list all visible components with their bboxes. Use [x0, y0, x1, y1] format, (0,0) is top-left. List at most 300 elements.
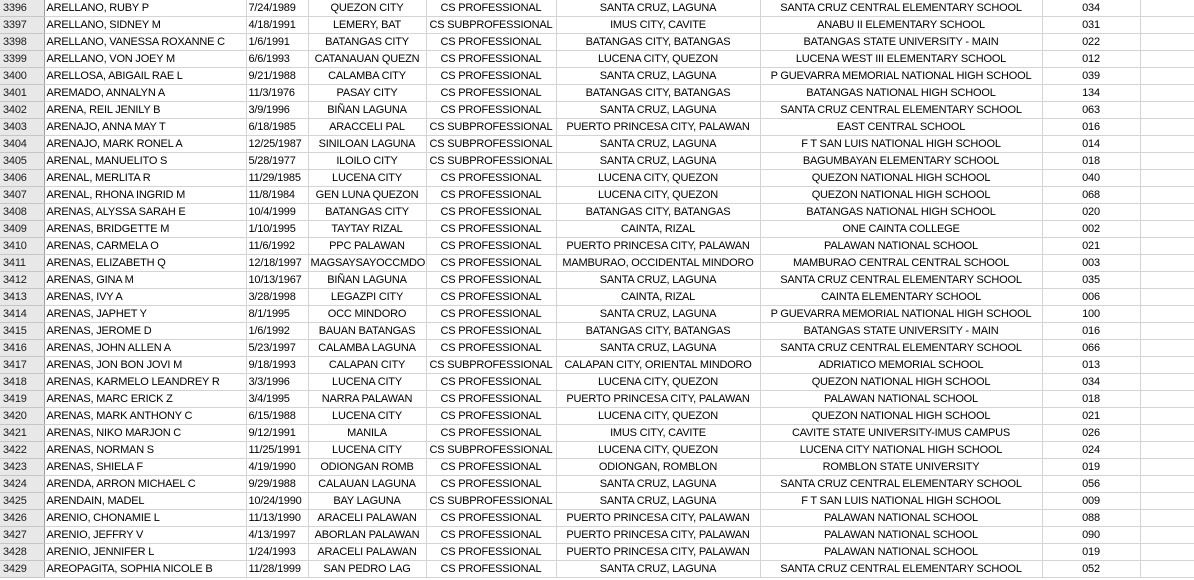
- school-cell[interactable]: SANTA CRUZ CENTRAL ELEMENTARY SCHOOL: [760, 0, 1042, 17]
- school-cell[interactable]: ANABU II ELEMENTARY SCHOOL: [760, 17, 1042, 34]
- row-header[interactable]: 3417: [0, 357, 44, 374]
- birthplace-cell[interactable]: BIÑAN LAGUNA: [308, 272, 426, 289]
- code-cell[interactable]: 018: [1042, 153, 1140, 170]
- birthdate-cell[interactable]: 1/24/1993: [246, 544, 308, 561]
- empty-cell[interactable]: [1140, 527, 1194, 544]
- level-cell[interactable]: CS SUBPROFESSIONAL: [426, 136, 556, 153]
- level-cell[interactable]: CS PROFESSIONAL: [426, 544, 556, 561]
- birthdate-cell[interactable]: 9/12/1991: [246, 425, 308, 442]
- name-cell[interactable]: ARENAS, KARMELO LEANDREY R: [44, 374, 246, 391]
- name-cell[interactable]: ARENA, REIL JENILY B: [44, 102, 246, 119]
- row-header[interactable]: 3422: [0, 442, 44, 459]
- row-header[interactable]: 3429: [0, 561, 44, 578]
- school-cell[interactable]: QUEZON NATIONAL HIGH SCHOOL: [760, 408, 1042, 425]
- exam-place-cell[interactable]: PUERTO PRINCESA CITY, PALAWAN: [556, 510, 760, 527]
- row-header[interactable]: 3408: [0, 204, 44, 221]
- birthdate-cell[interactable]: 4/19/1990: [246, 459, 308, 476]
- birthplace-cell[interactable]: CALAMBA LAGUNA: [308, 340, 426, 357]
- level-cell[interactable]: CS PROFESSIONAL: [426, 85, 556, 102]
- empty-cell[interactable]: [1140, 561, 1194, 578]
- row-header[interactable]: 3420: [0, 408, 44, 425]
- school-cell[interactable]: ADRIATICO MEMORIAL SCHOOL: [760, 357, 1042, 374]
- row-header[interactable]: 3410: [0, 238, 44, 255]
- name-cell[interactable]: ARENAS, ELIZABETH Q: [44, 255, 246, 272]
- empty-cell[interactable]: [1140, 204, 1194, 221]
- row-header[interactable]: 3414: [0, 306, 44, 323]
- birthdate-cell[interactable]: 11/13/1990: [246, 510, 308, 527]
- school-cell[interactable]: PALAWAN NATIONAL SCHOOL: [760, 527, 1042, 544]
- code-cell[interactable]: 019: [1042, 544, 1140, 561]
- exam-place-cell[interactable]: LUCENA CITY, QUEZON: [556, 442, 760, 459]
- code-cell[interactable]: 031: [1042, 17, 1140, 34]
- exam-place-cell[interactable]: IMUS CITY, CAVITE: [556, 425, 760, 442]
- birthdate-cell[interactable]: 3/3/1996: [246, 374, 308, 391]
- empty-cell[interactable]: [1140, 119, 1194, 136]
- row-header[interactable]: 3415: [0, 323, 44, 340]
- level-cell[interactable]: CS PROFESSIONAL: [426, 527, 556, 544]
- exam-place-cell[interactable]: ODIONGAN, ROMBLON: [556, 459, 760, 476]
- name-cell[interactable]: ARELLOSA, ABIGAIL RAE L: [44, 68, 246, 85]
- name-cell[interactable]: ARENAS, ALYSSA SARAH E: [44, 204, 246, 221]
- birthdate-cell[interactable]: 12/18/1997: [246, 255, 308, 272]
- school-cell[interactable]: MAMBURAO CENTRAL CENTRAL SCHOOL: [760, 255, 1042, 272]
- row-header[interactable]: 3424: [0, 476, 44, 493]
- empty-cell[interactable]: [1140, 51, 1194, 68]
- row-header[interactable]: 3412: [0, 272, 44, 289]
- empty-cell[interactable]: [1140, 34, 1194, 51]
- exam-place-cell[interactable]: SANTA CRUZ, LAGUNA: [556, 68, 760, 85]
- name-cell[interactable]: ARENDAIN, MADEL: [44, 493, 246, 510]
- level-cell[interactable]: CS PROFESSIONAL: [426, 204, 556, 221]
- name-cell[interactable]: ARENAS, NIKO MARJON C: [44, 425, 246, 442]
- code-cell[interactable]: 063: [1042, 102, 1140, 119]
- level-cell[interactable]: CS PROFESSIONAL: [426, 68, 556, 85]
- empty-cell[interactable]: [1140, 425, 1194, 442]
- birthdate-cell[interactable]: 9/21/1988: [246, 68, 308, 85]
- birthplace-cell[interactable]: LUCENA CITY: [308, 374, 426, 391]
- name-cell[interactable]: ARENDA, ARRON MICHAEL C: [44, 476, 246, 493]
- birthplace-cell[interactable]: LUCENA CITY: [308, 408, 426, 425]
- code-cell[interactable]: 009: [1042, 493, 1140, 510]
- exam-place-cell[interactable]: BATANGAS CITY, BATANGAS: [556, 34, 760, 51]
- level-cell[interactable]: CS PROFESSIONAL: [426, 561, 556, 578]
- empty-cell[interactable]: [1140, 68, 1194, 85]
- name-cell[interactable]: ARENIO, CHONAMIE L: [44, 510, 246, 527]
- level-cell[interactable]: CS PROFESSIONAL: [426, 510, 556, 527]
- birthplace-cell[interactable]: GEN LUNA QUEZON: [308, 187, 426, 204]
- empty-cell[interactable]: [1140, 544, 1194, 561]
- exam-place-cell[interactable]: SANTA CRUZ, LAGUNA: [556, 561, 760, 578]
- school-cell[interactable]: PALAWAN NATIONAL SCHOOL: [760, 544, 1042, 561]
- code-cell[interactable]: 020: [1042, 204, 1140, 221]
- school-cell[interactable]: CAVITE STATE UNIVERSITY-IMUS CAMPUS: [760, 425, 1042, 442]
- name-cell[interactable]: ARELLANO, VANESSA ROXANNE C: [44, 34, 246, 51]
- row-header[interactable]: 3428: [0, 544, 44, 561]
- name-cell[interactable]: ARENAJO, ANNA MAY T: [44, 119, 246, 136]
- level-cell[interactable]: CS PROFESSIONAL: [426, 187, 556, 204]
- school-cell[interactable]: BATANGAS STATE UNIVERSITY - MAIN: [760, 34, 1042, 51]
- empty-cell[interactable]: [1140, 85, 1194, 102]
- exam-place-cell[interactable]: SANTA CRUZ, LAGUNA: [556, 476, 760, 493]
- name-cell[interactable]: ARELLANO, VON JOEY M: [44, 51, 246, 68]
- birthdate-cell[interactable]: 1/6/1991: [246, 34, 308, 51]
- level-cell[interactable]: CS PROFESSIONAL: [426, 391, 556, 408]
- birthdate-cell[interactable]: 11/28/1999: [246, 561, 308, 578]
- level-cell[interactable]: CS PROFESSIONAL: [426, 51, 556, 68]
- row-header[interactable]: 3398: [0, 34, 44, 51]
- birthplace-cell[interactable]: MAGSAYSAYOCCMDO: [308, 255, 426, 272]
- birthdate-cell[interactable]: 7/24/1989: [246, 0, 308, 17]
- exam-place-cell[interactable]: SANTA CRUZ, LAGUNA: [556, 340, 760, 357]
- name-cell[interactable]: AREMADO, ANNALYN A: [44, 85, 246, 102]
- level-cell[interactable]: CS PROFESSIONAL: [426, 340, 556, 357]
- birthplace-cell[interactable]: CALAMBA CITY: [308, 68, 426, 85]
- school-cell[interactable]: F T SAN LUIS NATIONAL HIGH SCHOOL: [760, 136, 1042, 153]
- empty-cell[interactable]: [1140, 170, 1194, 187]
- name-cell[interactable]: ARENAS, CARMELA O: [44, 238, 246, 255]
- school-cell[interactable]: QUEZON NATIONAL HIGH SCHOOL: [760, 374, 1042, 391]
- school-cell[interactable]: ONE CAINTA COLLEGE: [760, 221, 1042, 238]
- exam-place-cell[interactable]: BATANGAS CITY, BATANGAS: [556, 85, 760, 102]
- name-cell[interactable]: ARENAS, NORMAN S: [44, 442, 246, 459]
- code-cell[interactable]: 066: [1042, 340, 1140, 357]
- level-cell[interactable]: CS PROFESSIONAL: [426, 374, 556, 391]
- level-cell[interactable]: CS SUBPROFESSIONAL: [426, 17, 556, 34]
- birthplace-cell[interactable]: CATANAUAN QUEZN: [308, 51, 426, 68]
- empty-cell[interactable]: [1140, 408, 1194, 425]
- code-cell[interactable]: 019: [1042, 459, 1140, 476]
- birthdate-cell[interactable]: 5/23/1997: [246, 340, 308, 357]
- level-cell[interactable]: CS PROFESSIONAL: [426, 476, 556, 493]
- school-cell[interactable]: P GUEVARRA MEMORIAL NATIONAL HIGH SCHOOL: [760, 306, 1042, 323]
- birthplace-cell[interactable]: ARACELI PALAWAN: [308, 544, 426, 561]
- birthdate-cell[interactable]: 10/13/1967: [246, 272, 308, 289]
- birthdate-cell[interactable]: 11/29/1985: [246, 170, 308, 187]
- school-cell[interactable]: CAINTA ELEMENTARY SCHOOL: [760, 289, 1042, 306]
- name-cell[interactable]: ARENAS, JAPHET Y: [44, 306, 246, 323]
- row-header[interactable]: 3407: [0, 187, 44, 204]
- code-cell[interactable]: 014: [1042, 136, 1140, 153]
- code-cell[interactable]: 016: [1042, 119, 1140, 136]
- empty-cell[interactable]: [1140, 476, 1194, 493]
- empty-cell[interactable]: [1140, 153, 1194, 170]
- birthplace-cell[interactable]: CALAUAN LAGUNA: [308, 476, 426, 493]
- birthdate-cell[interactable]: 4/13/1997: [246, 527, 308, 544]
- code-cell[interactable]: 018: [1042, 391, 1140, 408]
- school-cell[interactable]: P GUEVARRA MEMORIAL NATIONAL HIGH SCHOOL: [760, 68, 1042, 85]
- birthdate-cell[interactable]: 1/6/1992: [246, 323, 308, 340]
- code-cell[interactable]: 034: [1042, 0, 1140, 17]
- birthplace-cell[interactable]: SAN PEDRO LAG: [308, 561, 426, 578]
- exam-place-cell[interactable]: SANTA CRUZ, LAGUNA: [556, 102, 760, 119]
- birthplace-cell[interactable]: QUEZON CITY: [308, 0, 426, 17]
- empty-cell[interactable]: [1140, 391, 1194, 408]
- name-cell[interactable]: ARENAS, MARK ANTHONY C: [44, 408, 246, 425]
- birthdate-cell[interactable]: 5/28/1977: [246, 153, 308, 170]
- school-cell[interactable]: SANTA CRUZ CENTRAL ELEMENTARY SCHOOL: [760, 476, 1042, 493]
- level-cell[interactable]: CS PROFESSIONAL: [426, 272, 556, 289]
- level-cell[interactable]: CS PROFESSIONAL: [426, 221, 556, 238]
- name-cell[interactable]: ARENAJO, MARK RONEL A: [44, 136, 246, 153]
- name-cell[interactable]: ARENAS, SHIELA F: [44, 459, 246, 476]
- level-cell[interactable]: CS PROFESSIONAL: [426, 102, 556, 119]
- birthdate-cell[interactable]: 11/8/1984: [246, 187, 308, 204]
- row-header[interactable]: 3421: [0, 425, 44, 442]
- level-cell[interactable]: CS PROFESSIONAL: [426, 238, 556, 255]
- row-header[interactable]: 3427: [0, 527, 44, 544]
- school-cell[interactable]: LUCENA WEST III ELEMENTARY SCHOOL: [760, 51, 1042, 68]
- exam-place-cell[interactable]: CALAPAN CITY, ORIENTAL MINDORO: [556, 357, 760, 374]
- empty-cell[interactable]: [1140, 493, 1194, 510]
- level-cell[interactable]: CS PROFESSIONAL: [426, 289, 556, 306]
- school-cell[interactable]: EAST CENTRAL SCHOOL: [760, 119, 1042, 136]
- empty-cell[interactable]: [1140, 17, 1194, 34]
- level-cell[interactable]: CS PROFESSIONAL: [426, 306, 556, 323]
- level-cell[interactable]: CS PROFESSIONAL: [426, 425, 556, 442]
- name-cell[interactable]: ARENAL, MERLITA R: [44, 170, 246, 187]
- birthdate-cell[interactable]: 11/6/1992: [246, 238, 308, 255]
- code-cell[interactable]: 040: [1042, 170, 1140, 187]
- school-cell[interactable]: LUCENA CITY NATIONAL HIGH SCHOOL: [760, 442, 1042, 459]
- school-cell[interactable]: SANTA CRUZ CENTRAL ELEMENTARY SCHOOL: [760, 272, 1042, 289]
- empty-cell[interactable]: [1140, 187, 1194, 204]
- row-header[interactable]: 3397: [0, 17, 44, 34]
- row-header[interactable]: 3401: [0, 85, 44, 102]
- empty-cell[interactable]: [1140, 102, 1194, 119]
- birthdate-cell[interactable]: 12/25/1987: [246, 136, 308, 153]
- name-cell[interactable]: ARENIO, JENNIFER L: [44, 544, 246, 561]
- empty-cell[interactable]: [1140, 255, 1194, 272]
- row-header[interactable]: 3400: [0, 68, 44, 85]
- birthdate-cell[interactable]: 6/6/1993: [246, 51, 308, 68]
- birthdate-cell[interactable]: 6/15/1988: [246, 408, 308, 425]
- exam-place-cell[interactable]: PUERTO PRINCESA CITY, PALAWAN: [556, 391, 760, 408]
- name-cell[interactable]: ARENAS, JON BON JOVI M: [44, 357, 246, 374]
- school-cell[interactable]: SANTA CRUZ CENTRAL ELEMENTARY SCHOOL: [760, 102, 1042, 119]
- birthplace-cell[interactable]: PPC PALAWAN: [308, 238, 426, 255]
- row-header[interactable]: 3425: [0, 493, 44, 510]
- code-cell[interactable]: 021: [1042, 238, 1140, 255]
- row-header[interactable]: 3416: [0, 340, 44, 357]
- empty-cell[interactable]: [1140, 442, 1194, 459]
- name-cell[interactable]: ARENAS, JEROME D: [44, 323, 246, 340]
- birthdate-cell[interactable]: 6/18/1985: [246, 119, 308, 136]
- birthdate-cell[interactable]: 9/18/1993: [246, 357, 308, 374]
- exam-place-cell[interactable]: PUERTO PRINCESA CITY, PALAWAN: [556, 527, 760, 544]
- exam-place-cell[interactable]: IMUS CITY, CAVITE: [556, 17, 760, 34]
- row-header[interactable]: 3402: [0, 102, 44, 119]
- birthdate-cell[interactable]: 10/24/1990: [246, 493, 308, 510]
- empty-cell[interactable]: [1140, 0, 1194, 17]
- school-cell[interactable]: SANTA CRUZ CENTRAL ELEMENTARY SCHOOL: [760, 340, 1042, 357]
- row-header[interactable]: 3404: [0, 136, 44, 153]
- code-cell[interactable]: 003: [1042, 255, 1140, 272]
- row-header[interactable]: 3405: [0, 153, 44, 170]
- school-cell[interactable]: QUEZON NATIONAL HIGH SCHOOL: [760, 187, 1042, 204]
- name-cell[interactable]: ARENAL, MANUELITO S: [44, 153, 246, 170]
- name-cell[interactable]: ARENIO, JEFFRY V: [44, 527, 246, 544]
- level-cell[interactable]: CS SUBPROFESSIONAL: [426, 153, 556, 170]
- code-cell[interactable]: 022: [1042, 34, 1140, 51]
- name-cell[interactable]: ARENAS, MARC ERICK Z: [44, 391, 246, 408]
- code-cell[interactable]: 016: [1042, 323, 1140, 340]
- school-cell[interactable]: F T SAN LUIS NATIONAL HIGH SCHOOL: [760, 493, 1042, 510]
- level-cell[interactable]: CS PROFESSIONAL: [426, 255, 556, 272]
- empty-cell[interactable]: [1140, 289, 1194, 306]
- birthdate-cell[interactable]: 3/9/1996: [246, 102, 308, 119]
- birthplace-cell[interactable]: ARACCELI PAL: [308, 119, 426, 136]
- birthplace-cell[interactable]: ODIONGAN ROMB: [308, 459, 426, 476]
- exam-place-cell[interactable]: PUERTO PRINCESA CITY, PALAWAN: [556, 238, 760, 255]
- exam-place-cell[interactable]: PUERTO PRINCESA CITY, PALAWAN: [556, 544, 760, 561]
- birthplace-cell[interactable]: PASAY CITY: [308, 85, 426, 102]
- birthplace-cell[interactable]: BAY LAGUNA: [308, 493, 426, 510]
- school-cell[interactable]: PALAWAN NATIONAL SCHOOL: [760, 238, 1042, 255]
- exam-place-cell[interactable]: SANTA CRUZ, LAGUNA: [556, 306, 760, 323]
- exam-place-cell[interactable]: SANTA CRUZ, LAGUNA: [556, 0, 760, 17]
- row-header[interactable]: 3403: [0, 119, 44, 136]
- code-cell[interactable]: 013: [1042, 357, 1140, 374]
- level-cell[interactable]: CS SUBPROFESSIONAL: [426, 442, 556, 459]
- name-cell[interactable]: ARELLANO, RUBY P: [44, 0, 246, 17]
- exam-place-cell[interactable]: LUCENA CITY, QUEZON: [556, 408, 760, 425]
- school-cell[interactable]: SANTA CRUZ CENTRAL ELEMENTARY SCHOOL: [760, 561, 1042, 578]
- birthplace-cell[interactable]: LUCENA CITY: [308, 442, 426, 459]
- code-cell[interactable]: 012: [1042, 51, 1140, 68]
- exam-place-cell[interactable]: PUERTO PRINCESA CITY, PALAWAN: [556, 119, 760, 136]
- code-cell[interactable]: 068: [1042, 187, 1140, 204]
- school-cell[interactable]: BATANGAS NATIONAL HIGH SCHOOL: [760, 204, 1042, 221]
- school-cell[interactable]: BATANGAS NATIONAL HIGH SCHOOL: [760, 85, 1042, 102]
- birthplace-cell[interactable]: ABORLAN PALAWAN: [308, 527, 426, 544]
- exam-place-cell[interactable]: SANTA CRUZ, LAGUNA: [556, 272, 760, 289]
- code-cell[interactable]: 026: [1042, 425, 1140, 442]
- empty-cell[interactable]: [1140, 221, 1194, 238]
- empty-cell[interactable]: [1140, 238, 1194, 255]
- exam-place-cell[interactable]: BATANGAS CITY, BATANGAS: [556, 204, 760, 221]
- birthdate-cell[interactable]: 9/29/1988: [246, 476, 308, 493]
- birthdate-cell[interactable]: 8/1/1995: [246, 306, 308, 323]
- empty-cell[interactable]: [1140, 323, 1194, 340]
- level-cell[interactable]: CS SUBPROFESSIONAL: [426, 493, 556, 510]
- level-cell[interactable]: CS PROFESSIONAL: [426, 459, 556, 476]
- code-cell[interactable]: 006: [1042, 289, 1140, 306]
- empty-cell[interactable]: [1140, 272, 1194, 289]
- empty-cell[interactable]: [1140, 136, 1194, 153]
- level-cell[interactable]: CS PROFESSIONAL: [426, 34, 556, 51]
- birthplace-cell[interactable]: BIÑAN LAGUNA: [308, 102, 426, 119]
- row-header[interactable]: 3396: [0, 0, 44, 17]
- exam-place-cell[interactable]: LUCENA CITY, QUEZON: [556, 187, 760, 204]
- birthplace-cell[interactable]: LEGAZPI CITY: [308, 289, 426, 306]
- code-cell[interactable]: 035: [1042, 272, 1140, 289]
- level-cell[interactable]: CS SUBPROFESSIONAL: [426, 357, 556, 374]
- birthdate-cell[interactable]: 11/25/1991: [246, 442, 308, 459]
- birthdate-cell[interactable]: 3/4/1995: [246, 391, 308, 408]
- row-header[interactable]: 3399: [0, 51, 44, 68]
- exam-place-cell[interactable]: CAINTA, RIZAL: [556, 221, 760, 238]
- exam-place-cell[interactable]: CAINTA, RIZAL: [556, 289, 760, 306]
- birthplace-cell[interactable]: ILOILO CITY: [308, 153, 426, 170]
- school-cell[interactable]: ROMBLON STATE UNIVERSITY: [760, 459, 1042, 476]
- empty-cell[interactable]: [1140, 374, 1194, 391]
- birthplace-cell[interactable]: OCC MINDORO: [308, 306, 426, 323]
- row-header[interactable]: 3409: [0, 221, 44, 238]
- row-header[interactable]: 3411: [0, 255, 44, 272]
- code-cell[interactable]: 056: [1042, 476, 1140, 493]
- row-header[interactable]: 3418: [0, 374, 44, 391]
- birthdate-cell[interactable]: 1/10/1995: [246, 221, 308, 238]
- birthplace-cell[interactable]: BATANGAS CITY: [308, 204, 426, 221]
- empty-cell[interactable]: [1140, 340, 1194, 357]
- birthplace-cell[interactable]: MANILA: [308, 425, 426, 442]
- row-header[interactable]: 3423: [0, 459, 44, 476]
- empty-cell[interactable]: [1140, 459, 1194, 476]
- code-cell[interactable]: 021: [1042, 408, 1140, 425]
- code-cell[interactable]: 088: [1042, 510, 1140, 527]
- name-cell[interactable]: ARELLANO, SIDNEY M: [44, 17, 246, 34]
- level-cell[interactable]: CS PROFESSIONAL: [426, 0, 556, 17]
- exam-place-cell[interactable]: LUCENA CITY, QUEZON: [556, 170, 760, 187]
- school-cell[interactable]: PALAWAN NATIONAL SCHOOL: [760, 391, 1042, 408]
- exam-place-cell[interactable]: LUCENA CITY, QUEZON: [556, 374, 760, 391]
- level-cell[interactable]: CS PROFESSIONAL: [426, 408, 556, 425]
- level-cell[interactable]: CS SUBPROFESSIONAL: [426, 119, 556, 136]
- exam-place-cell[interactable]: SANTA CRUZ, LAGUNA: [556, 493, 760, 510]
- code-cell[interactable]: 039: [1042, 68, 1140, 85]
- birthplace-cell[interactable]: NARRA PALAWAN: [308, 391, 426, 408]
- birthdate-cell[interactable]: 3/28/1998: [246, 289, 308, 306]
- birthplace-cell[interactable]: LEMERY, BAT: [308, 17, 426, 34]
- empty-cell[interactable]: [1140, 357, 1194, 374]
- birthdate-cell[interactable]: 11/3/1976: [246, 85, 308, 102]
- level-cell[interactable]: CS PROFESSIONAL: [426, 323, 556, 340]
- row-header[interactable]: 3419: [0, 391, 44, 408]
- exam-place-cell[interactable]: SANTA CRUZ, LAGUNA: [556, 136, 760, 153]
- name-cell[interactable]: ARENAS, GINA M: [44, 272, 246, 289]
- code-cell[interactable]: 034: [1042, 374, 1140, 391]
- school-cell[interactable]: BAGUMBAYAN ELEMENTARY SCHOOL: [760, 153, 1042, 170]
- code-cell[interactable]: 090: [1042, 527, 1140, 544]
- code-cell[interactable]: 052: [1042, 561, 1140, 578]
- birthplace-cell[interactable]: CALAPAN CITY: [308, 357, 426, 374]
- school-cell[interactable]: QUEZON NATIONAL HIGH SCHOOL: [760, 170, 1042, 187]
- code-cell[interactable]: 134: [1042, 85, 1140, 102]
- name-cell[interactable]: ARENAL, RHONA INGRID M: [44, 187, 246, 204]
- exam-place-cell[interactable]: LUCENA CITY, QUEZON: [556, 51, 760, 68]
- empty-cell[interactable]: [1140, 306, 1194, 323]
- exam-place-cell[interactable]: BATANGAS CITY, BATANGAS: [556, 323, 760, 340]
- school-cell[interactable]: PALAWAN NATIONAL SCHOOL: [760, 510, 1042, 527]
- birthdate-cell[interactable]: 4/18/1991: [246, 17, 308, 34]
- birthplace-cell[interactable]: BATANGAS CITY: [308, 34, 426, 51]
- school-cell[interactable]: BATANGAS STATE UNIVERSITY - MAIN: [760, 323, 1042, 340]
- exam-place-cell[interactable]: SANTA CRUZ, LAGUNA: [556, 153, 760, 170]
- code-cell[interactable]: 024: [1042, 442, 1140, 459]
- row-header[interactable]: 3426: [0, 510, 44, 527]
- birthplace-cell[interactable]: TAYTAY RIZAL: [308, 221, 426, 238]
- exam-place-cell[interactable]: MAMBURAO, OCCIDENTAL MINDORO: [556, 255, 760, 272]
- row-header[interactable]: 3413: [0, 289, 44, 306]
- level-cell[interactable]: CS PROFESSIONAL: [426, 170, 556, 187]
- birthplace-cell[interactable]: LUCENA CITY: [308, 170, 426, 187]
- name-cell[interactable]: ARENAS, IVY A: [44, 289, 246, 306]
- empty-cell[interactable]: [1140, 510, 1194, 527]
- code-cell[interactable]: 100: [1042, 306, 1140, 323]
- code-cell[interactable]: 002: [1042, 221, 1140, 238]
- birthplace-cell[interactable]: ARACELI PALAWAN: [308, 510, 426, 527]
- row-header[interactable]: 3406: [0, 170, 44, 187]
